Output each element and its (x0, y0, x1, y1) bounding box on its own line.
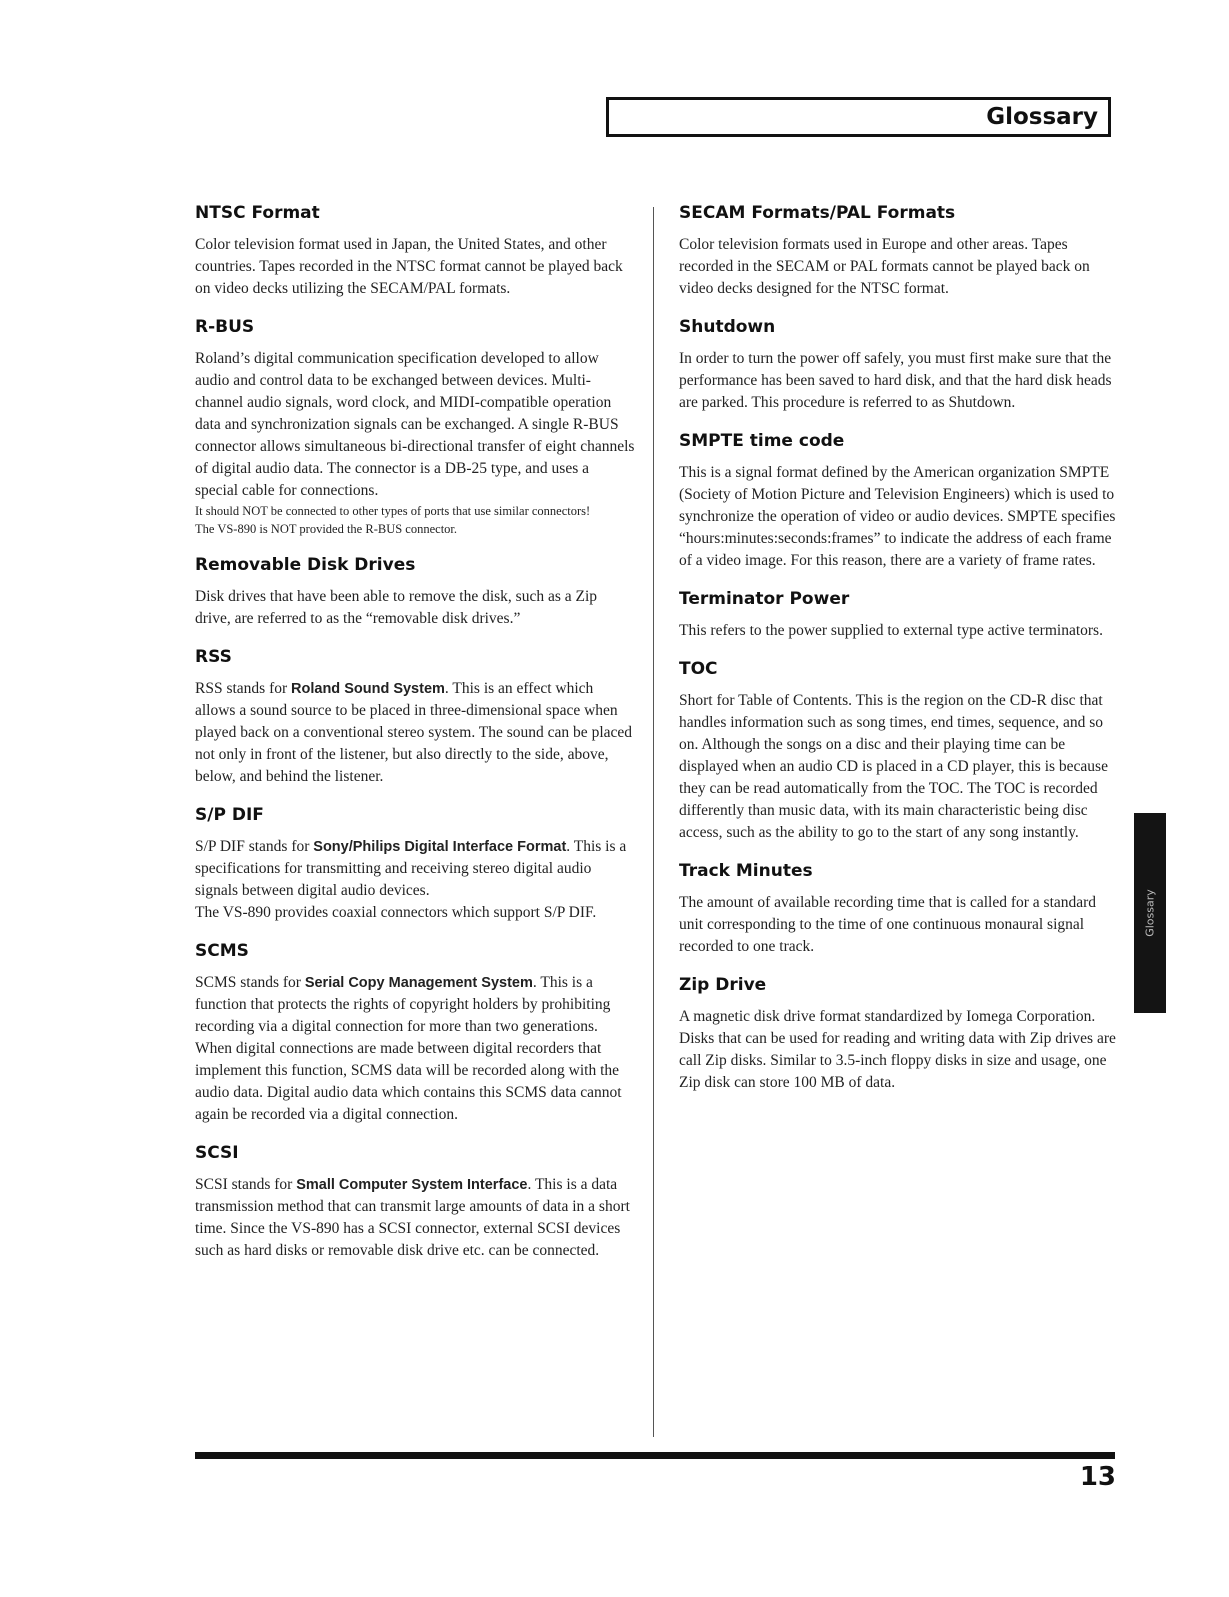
definition-text: SCMS stands for (195, 974, 305, 991)
definition-text: S/P DIF stands for (195, 838, 314, 855)
definition-note: The VS-890 is NOT provided the R-BUS connector. (195, 522, 458, 536)
glossary-entry-toc (679, 656, 1119, 844)
glossary-entry-removable-disk-drives (195, 552, 635, 630)
glossary-entry-rss (195, 644, 635, 788)
definition-emphasis: Serial Copy Management System (304, 975, 533, 991)
definition-emphasis: Small Computer System Interface (296, 1177, 528, 1193)
term-definition: Color television formats used in Europe and other areas. Tapes recorded in the SECAM or PAL formats cannot be played back on video decks designed for the NTSC format. (679, 236, 1090, 297)
term-definition: Short for Table of Contents. This is the region on the CD-R disc that handles information such as song times, end times, sequence, and so on. Although the songs on a disc and their playing time can be displayed when an audio CD is placed in a CD player, this is because they can be read automatically from the TOC. The TOC is recorded differently than music data, with its main characteristic being disc access, such as the ability to go to the start of any song instantly. (679, 692, 1108, 841)
term-heading: Zip Drive (679, 975, 767, 995)
term-definition: A magnetic disk drive format standardized by Iomega Corporation. Disks that can be used for reading and writing data with Zip drives are call Zip disks. Similar to 3.5-inch floppy disks in size and usage, one Zip disk can store 100 MB of data. (679, 1008, 1116, 1091)
side-tab-label: Glossary (1143, 889, 1157, 937)
term-heading: SCSI (195, 1143, 239, 1163)
term-definition: Color television format used in Japan, the United States, and other countries. Tapes recorded in the NTSC format cannot be played back on video decks utilizing the SECAM/PAL formats. (195, 236, 623, 297)
page-number: 13 (1079, 1462, 1116, 1492)
term-heading: R-BUS (195, 317, 255, 337)
footer-rule (195, 1452, 1115, 1459)
term-heading: SCMS (195, 941, 249, 961)
term-definition (195, 1174, 635, 1262)
glossary-entry-scms (195, 938, 635, 1126)
term-heading: Removable Disk Drives (195, 555, 416, 575)
definition-text: SCSI stands for (195, 1176, 297, 1193)
page-title: Glossary (986, 104, 1098, 130)
section-side-tab (1134, 813, 1166, 1013)
definition-emphasis: Sony/Philips Digital Interface Format (313, 839, 567, 855)
definition-text: The VS-890 provides coaxial connectors which support S/P DIF. (195, 904, 597, 921)
glossary-entry-secam-pal (679, 200, 1119, 300)
term-heading: SECAM Formats/PAL Formats (679, 203, 956, 223)
term-heading: Shutdown (679, 317, 776, 337)
definition-emphasis: Roland Sound System (291, 681, 445, 697)
term-definition: This is a signal format defined by the American organization SMPTE (Society of Motion Picture and Television Engineers) which is used to synchronize the operation of video or audio devices. SMPTE specifies “hours:minutes:seconds:frames” to indicate the address of each frame of a video image. For this reason, there are a variety of frame rates. (679, 464, 1116, 569)
glossary-entry-smpte (679, 428, 1119, 572)
column-divider (653, 207, 654, 1437)
term-definition: This refers to the power supplied to external type active terminators. (679, 622, 1103, 639)
term-heading: Track Minutes (679, 861, 813, 881)
definition-text: . This is a specifications for transmitting and receiving stereo digital audio signals between digital audio devices. (195, 838, 627, 899)
glossary-entry-terminator-power (679, 586, 1119, 642)
term-heading: RSS (195, 647, 232, 667)
glossary-entry-track-minutes (679, 858, 1119, 958)
term-definition (195, 836, 635, 924)
glossary-entry-rbus (195, 314, 635, 538)
term-heading: TOC (679, 659, 718, 679)
definition-text: . This is an effect which allows a sound source to be placed in three-dimensional space when played back on a conventional stereo system. The sound can be placed not only in front of the listener, but also directly to the side, above, below, and behind the listener. (195, 680, 633, 785)
definition-note: It should NOT be connected to other types of ports that use similar connectors! (195, 504, 591, 518)
definition-text: . This is a function that protects the rights of copyright holders by prohibiting recording via a digital connection for more than two generations. When digital connections are made between digital recorders that implement this function, SCMS data will be recorded along with the audio data. Digital audio data which contains this SCMS data cannot again be recorded via a digital connection. (195, 974, 622, 1123)
glossary-entry-spdif (195, 802, 635, 924)
term-heading: S/P DIF (195, 805, 264, 825)
right-column (679, 200, 1119, 1108)
term-definition: The amount of available recording time that is called for a standard unit corresponding to the time of one continuous monaural signal recorded to one track. (679, 894, 1097, 955)
glossary-entry-zip-drive (679, 972, 1119, 1094)
definition-text: RSS stands for (195, 680, 292, 697)
glossary-entry-shutdown (679, 314, 1119, 414)
glossary-entry-scsi (195, 1140, 635, 1262)
header-box (606, 97, 1111, 137)
glossary-entry-ntsc (195, 200, 635, 300)
term-definition (195, 972, 635, 1126)
definition-text: . This is a data transmission method that can transmit large amounts of data in a short time. Since the VS-890 has a SCSI connector, external SCSI devices such as hard disks or removable disk drive etc. can be connected. (195, 1176, 630, 1259)
term-definition (195, 678, 635, 788)
term-definition (195, 348, 635, 538)
term-heading: Terminator Power (679, 589, 850, 609)
term-definition: In order to turn the power off safely, you must first make sure that the performance has been saved to hard disk, and that the hard disk heads are parked. This procedure is referred to as Shutdown. (679, 350, 1112, 411)
term-heading: NTSC Format (195, 203, 320, 223)
term-definition: Disk drives that have been able to remove the disk, such as a Zip drive, are referred to as the “removable disk drives.” (195, 588, 598, 627)
left-column (195, 200, 635, 1276)
definition-text: Roland’s digital communication specification developed to allow audio and control data to be exchanged between devices. Multi-channel audio signals, word clock, and MIDI-compatible operation data and synchronization signals can be exchanged. A single R-BUS connector allows simultaneous bi-directional transfer of eight channels of digital audio data. The connector is a DB-25 type, and uses a special cable for connections. (195, 350, 635, 499)
term-heading: SMPTE time code (679, 431, 845, 451)
